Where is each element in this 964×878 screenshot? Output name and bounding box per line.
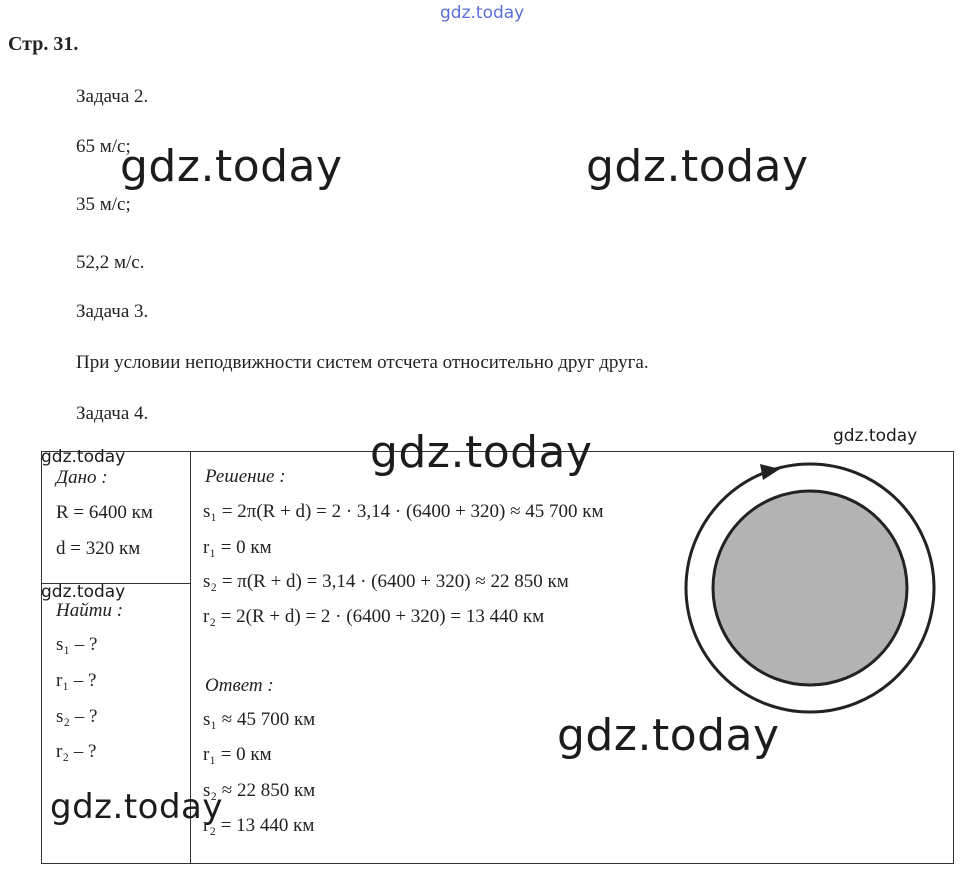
task4-heading: Задача 4.: [76, 403, 149, 424]
given-label: Дано :: [56, 467, 108, 488]
planet-circle: [713, 491, 907, 685]
solution-line: r₂ = 2(R + d) = 2 · (6400 + 320) = 13 440 км: [203, 606, 545, 627]
find-item: r₂ – ?: [56, 741, 97, 762]
answer-line: s₁ ≈ 45 700 км: [203, 709, 316, 730]
given-height: d = 320 км: [56, 538, 141, 559]
watermark-small: gdz.today: [41, 447, 126, 467]
watermark-big: gdz.today: [120, 141, 343, 192]
answer-line: s₂ ≈ 22 850 км: [203, 780, 316, 801]
task2-heading: Задача 2.: [76, 86, 149, 107]
answer-line: r₁ = 0 км: [203, 744, 272, 765]
watermark-big: gdz.today: [370, 427, 593, 478]
orbit-direction-arrow: [760, 464, 780, 480]
watermark-big: gdz.today: [557, 710, 780, 761]
task2-line3: 52,2 м/с.: [76, 252, 145, 273]
find-item: r₁ – ?: [56, 670, 97, 691]
solution-line: r₁ = 0 км: [203, 537, 272, 558]
task3-heading: Задача 3.: [76, 301, 149, 322]
task2-line1: 65 м/с;: [76, 136, 131, 157]
find-label: Найти :: [56, 600, 124, 621]
watermark-top: gdz.today: [440, 3, 525, 23]
solution-label: Решение :: [205, 466, 286, 487]
task2-line2: 35 м/с;: [76, 194, 131, 215]
page-title: Стр. 31.: [8, 33, 79, 55]
find-item: s₂ – ?: [56, 706, 98, 727]
answer-label: Ответ :: [205, 675, 274, 696]
orbit-diagram: [680, 460, 940, 720]
given-radius: R = 6400 км: [56, 502, 153, 523]
find-item: s₁ – ?: [56, 634, 98, 655]
watermark-small: gdz.today: [41, 582, 126, 602]
solution-line: s₁ = 2π(R + d) = 2 · 3,14 · (6400 + 320) ≈ 45 700 км: [203, 501, 604, 522]
watermark-big: gdz.today: [586, 141, 809, 192]
solution-line: s₂ = π(R + d) = 3,14 · (6400 + 320) ≈ 22 850 км: [203, 571, 569, 592]
answer-line: r₂ = 13 440 км: [203, 815, 315, 836]
task3-answer: При условии неподвижности систем отсчета относительно друг друга.: [76, 352, 649, 373]
watermark-small: gdz.today: [833, 426, 918, 446]
watermark-big: gdz.today: [50, 787, 223, 827]
